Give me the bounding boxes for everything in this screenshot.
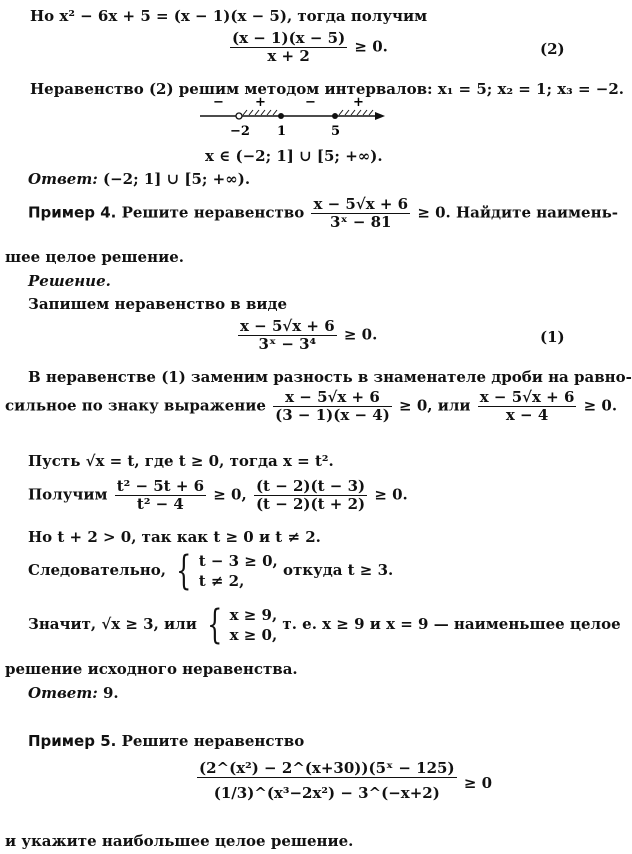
fraction <box>311 196 410 231</box>
example-5-statement <box>28 732 304 750</box>
text-line <box>28 548 394 594</box>
equation-1 <box>236 318 377 353</box>
open-point <box>236 113 242 119</box>
point-label: 5 <box>331 124 341 139</box>
fraction <box>230 30 347 65</box>
solution-label: Решение. <box>28 272 111 290</box>
text: ≥ 0, <box>208 485 252 504</box>
text: ≥ 0. <box>578 396 618 415</box>
hatch-region <box>243 110 277 115</box>
equation-tag: (2) <box>540 40 565 58</box>
numerator: (x − 1)(x − 5) <box>232 29 346 47</box>
text: Решите неравенство <box>116 732 305 750</box>
relation: ≥ 0. <box>349 37 388 56</box>
sign-label: − <box>305 95 316 110</box>
answer-value: 9. <box>97 684 119 702</box>
text-line: и укажите наибольшее целое решение. <box>5 832 354 850</box>
denominator: (1/3)^(x³−2x²) − 3^(−x+2) <box>213 784 440 802</box>
text-line: Но t + 2 > 0, так как t ≥ 0 и t ≠ 2. <box>28 528 321 546</box>
brace-symbol: { <box>176 548 192 594</box>
text-line <box>28 478 408 513</box>
system-line: t − 3 ≥ 0, <box>198 552 278 570</box>
text-line: шее целое решение. <box>5 248 184 266</box>
fraction <box>478 389 577 424</box>
text-line: В неравенстве (1) заменим разность в знаменателе дроби на равно- <box>28 368 632 386</box>
example-label: Пример 5. <box>28 732 117 750</box>
point-label: 1 <box>277 124 287 139</box>
fraction <box>254 478 367 513</box>
relation: ≥ 0 <box>458 774 493 792</box>
denominator: x + 2 <box>267 47 310 65</box>
sign-label: + <box>353 95 364 110</box>
text-line: x ∈ (−2; 1] ∪ [5; +∞). <box>205 147 383 165</box>
numerator: (t − 2)(t − 3) <box>255 477 366 495</box>
text: ≥ 0. Найдите наимень- <box>412 203 618 222</box>
text: ≥ 0. <box>369 485 408 504</box>
fraction <box>115 478 206 513</box>
text-line: решение исходного неравенства. <box>5 660 298 678</box>
denominator: t² − 4 <box>136 495 184 513</box>
answer-line <box>28 170 250 188</box>
point-label: −2 <box>230 124 250 139</box>
system-line: t ≠ 2, <box>198 572 245 590</box>
text-line: Запишем неравенство в виде <box>28 295 288 313</box>
numerator: x − 5√x + 6 <box>479 388 575 406</box>
sign-label: + <box>255 95 266 110</box>
numerator: x − 5√x + 6 <box>273 389 392 407</box>
number-line-diagram <box>195 95 395 145</box>
system-line: x ≥ 0, <box>229 626 278 644</box>
axis-arrow <box>375 112 385 120</box>
system <box>230 605 278 645</box>
denominator: (t − 2)(t + 2) <box>255 495 366 513</box>
text: т. е. x ≥ 9 и x = 9 — наименьшее целое <box>277 615 621 633</box>
closed-point <box>332 113 338 119</box>
numerator: x − 5√x + 6 <box>240 317 335 335</box>
equation-2 <box>228 30 388 65</box>
fraction <box>273 389 392 424</box>
text-line: Пусть √x = t, где t ≥ 0, тогда x = t². <box>28 452 334 470</box>
text: Значит, √x ≥ 3, или <box>28 615 203 633</box>
text: Получим <box>28 485 113 504</box>
numerator: x − 5√x + 6 <box>313 195 409 213</box>
system <box>199 551 278 591</box>
answer-value: (−2; 1] ∪ [5; +∞). <box>97 170 251 188</box>
relation: ≥ 0. <box>338 325 378 344</box>
text-line: Но x² − 6x + 5 = (x − 1)(x − 5), тогда получим <box>30 7 428 25</box>
denominator: 3ˣ − 81 <box>330 213 392 231</box>
text: откуда t ≥ 3. <box>277 561 394 579</box>
numerator: t² − 5t + 6 <box>116 477 205 495</box>
text: Следовательно, <box>28 561 172 579</box>
answer-label: Ответ: <box>28 684 98 702</box>
text: сильное по знаку выражение <box>5 396 272 415</box>
text: Решите неравенство <box>116 203 310 222</box>
text-line <box>5 389 617 424</box>
fraction <box>238 318 337 353</box>
answer-line <box>28 684 119 702</box>
fraction <box>197 760 457 808</box>
brace-symbol: { <box>207 602 223 648</box>
sign-label: − <box>213 95 224 110</box>
answer-label: Ответ: <box>28 170 98 188</box>
example-4-statement <box>28 196 618 231</box>
closed-point <box>278 113 284 119</box>
denominator: x − 4 <box>505 406 549 424</box>
denominator: 3ˣ − 3⁴ <box>258 335 317 353</box>
system-line: x ≥ 9, <box>229 606 278 624</box>
hatch-region <box>339 110 373 115</box>
text: ≥ 0, или <box>393 396 476 415</box>
text-line: Неравенство (2) решим методом интервалов: x₁ = 5; x₂ = 1; x₃ = −2. <box>30 80 624 98</box>
equation-tag: (1) <box>540 328 565 346</box>
example-5-inequality <box>195 760 492 808</box>
numerator: (2^(x²) − 2^(x+30))(5ˣ − 125) <box>199 759 455 777</box>
denominator: (3 − 1)(x − 4) <box>275 406 390 424</box>
text-line <box>28 602 621 648</box>
example-label: Пример 4. <box>28 203 117 222</box>
